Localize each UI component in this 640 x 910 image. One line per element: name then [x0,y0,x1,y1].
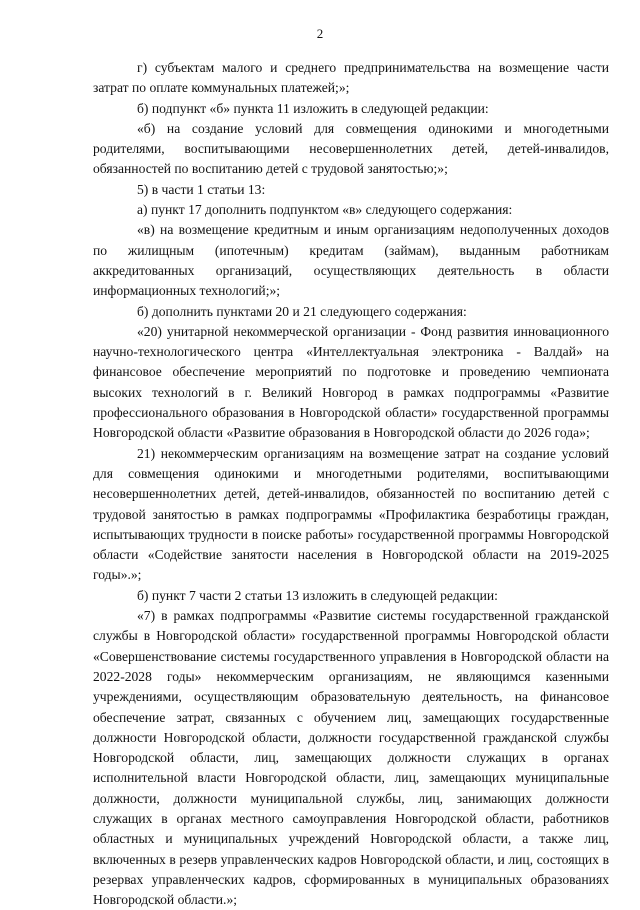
paragraph-item-b-add: б) дополнить пунктами 20 и 21 следующего содержания: [137,303,467,319]
paragraph-subpoint-g: г) субъектам малого и среднего предпринимательства на возмещение части затрат по оплате коммунальных платежей;»; [93,60,609,96]
document-body [93,58,609,910]
paragraph-point-21: 21) некоммерческим организациям на возмещение затрат на создание условий для совмещения одинокими и многодетными родителями, воспитывающими несовершеннолетних детей, детей-инвалидов, обязанностей по воспитанию детей с трудовой занятостью в рамках подпрограммы «Профилактика безработицы граждан, испытывающих трудности в поиске работы» государственной программы Новгородской области «Содействие занятости населения в Новгородской области на 2019-2025 годы».»; [93,445,609,583]
paragraph-item-b-point-7: б) пункт 7 части 2 статьи 13 изложить в следующей редакции: [137,587,498,603]
paragraph-point-7-text: «7) в рамках подпрограммы «Развитие системы государственной гражданской службы в Новгородской области» государственной программы Новгородской области «Совершенствование системы государственного управления в Новгородской области на 2022-2028 годы» некоммерческим организациям, не являющимся казенными учреждениями, осуществляющим образовательную деятельность, на финансовое обеспечение затрат, связанных с обучением лиц, замещающих государственные должности Новгородской области, должности государственной гражданской службы Новгородской области, лиц, замещающих должности служащих в органах исполнительной власти Новгородской области, лиц, замещающих муниципальные должности, должности муниципальной службы, лиц, занимающих должности служащих в органах местного самоуправления Новгородской области, работников областных и муниципальных учреждений Новгородской области, а также лиц, включенных в резерв управленческих кадров Новгородской области, и лиц, состоящих в резервах управленческих кадров, сформированных в муниципальных образованиях Новгородской области.»; [93,608,609,908]
paragraph-item-a: а) пункт 17 дополнить подпунктом «в» следующего содержания: [137,202,513,218]
paragraph-subpoint-b-text: «б) на создание условий для совмещения одинокими и многодетными родителями, воспитывающими несовершеннолетних детей, детей-инвалидов, обязанностей по воспитанию детей с трудовой занятостью;»; [93,120,609,177]
paragraph-point-20: «20) унитарной некоммерческой организации - Фонд развития инновационного научно-технологического центра «Интеллектуальная электроника - Валдай» на финансовое обеспечение мероприятий по подготовке и проведению чемпионата высоких технологий в г. Великий Новгород в рамках подпрограммы «Развитие профессионального образования в Новгородской области» государственной программы Новгородской области «Развитие образования в Новгородской области до 2026 года»; [93,323,609,441]
paragraph-subpoint-v-text: «в) на возмещение кредитным и иным организациям недополученных доходов по жилищным (ипотечным) кредитам (займам), выданным работникам аккредитованных организаций, осуществляющих деятельность в области информационных технологий;»; [93,222,609,299]
paragraph-item-5: 5) в части 1 статьи 13: [137,181,266,197]
paragraph-amend-subpoint-b: б) подпункт «б» пункта 11 изложить в следующей редакции: [137,100,489,116]
page-number: 2 [316,26,324,41]
